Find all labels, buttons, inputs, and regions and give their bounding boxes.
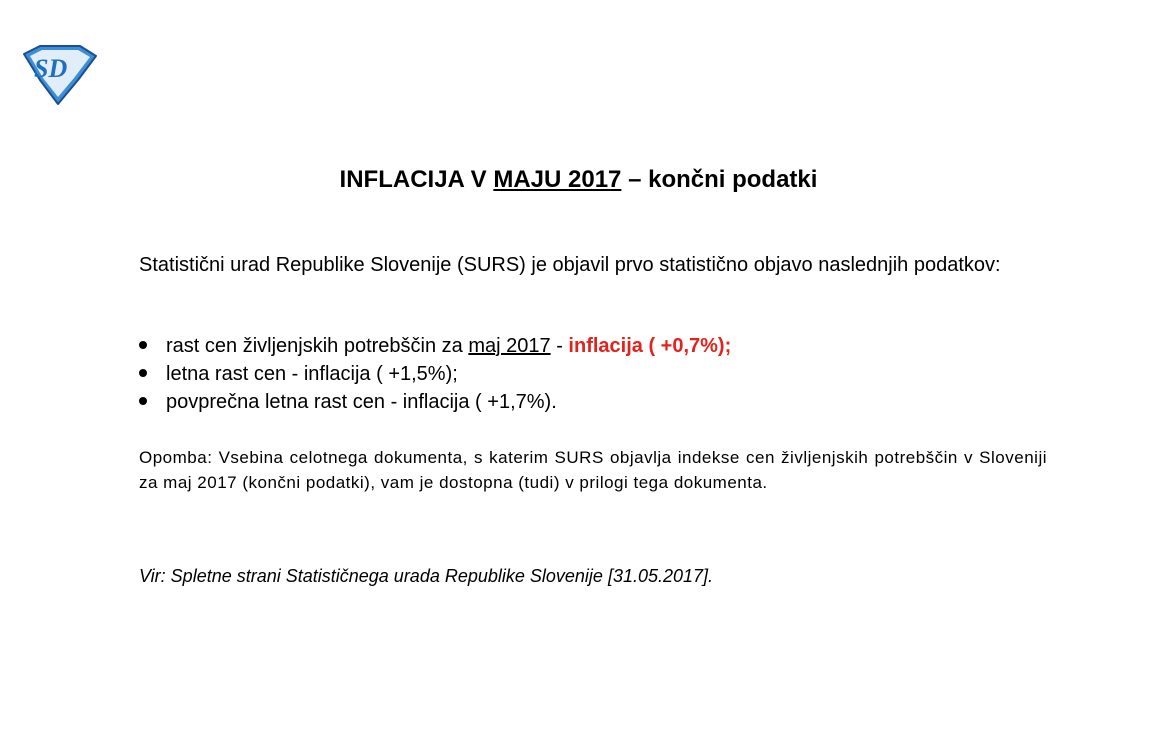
- data-bullet-list: [139, 332, 1049, 416]
- bullet-icon: [139, 369, 147, 377]
- bullet-underlined-month: maj 2017: [468, 335, 551, 357]
- page-title: [0, 166, 1157, 194]
- bullet-text: rast cen življenjskih potrebščin za: [166, 335, 469, 357]
- bullet-separator: -: [550, 335, 569, 357]
- bullet-icon: [139, 341, 147, 349]
- title-prefix: INFLACIJA V: [339, 166, 494, 193]
- list-item: [139, 360, 1049, 388]
- note-paragraph: Opomba: Vsebina celotnega dokumenta, s katerim SURS objavlja indekse cen življenjskih potrebščin v Sloveniji za maj 2017 (končni podatki), vam je dostopna (tudi) v prilogi tega dokumenta.: [139, 448, 1047, 492]
- bullet-icon: [139, 397, 147, 405]
- list-item: [139, 388, 1049, 416]
- source-citation: Vir: Spletne strani Statističnega urada Republike Slovenije [31.05.2017].: [139, 566, 714, 586]
- intro-paragraph: Statistični urad Republike Slovenije (SURS) je objavil prvo statistično objavo naslednjih podatkov:: [139, 254, 1001, 276]
- bullet-text: letna rast cen - inflacija ( +1,5%);: [166, 363, 458, 385]
- bullet-text: povprečna letna rast cen - inflacija ( +1,7%).: [166, 391, 557, 413]
- title-suffix: – končni podatki: [621, 166, 818, 193]
- logo-letters: SD: [34, 54, 68, 83]
- list-item: [139, 332, 1049, 360]
- sd-shield-logo: [20, 44, 98, 106]
- title-month: MAJU 2017: [493, 166, 622, 193]
- inflation-highlight: inflacija ( +0,7%);: [568, 335, 732, 357]
